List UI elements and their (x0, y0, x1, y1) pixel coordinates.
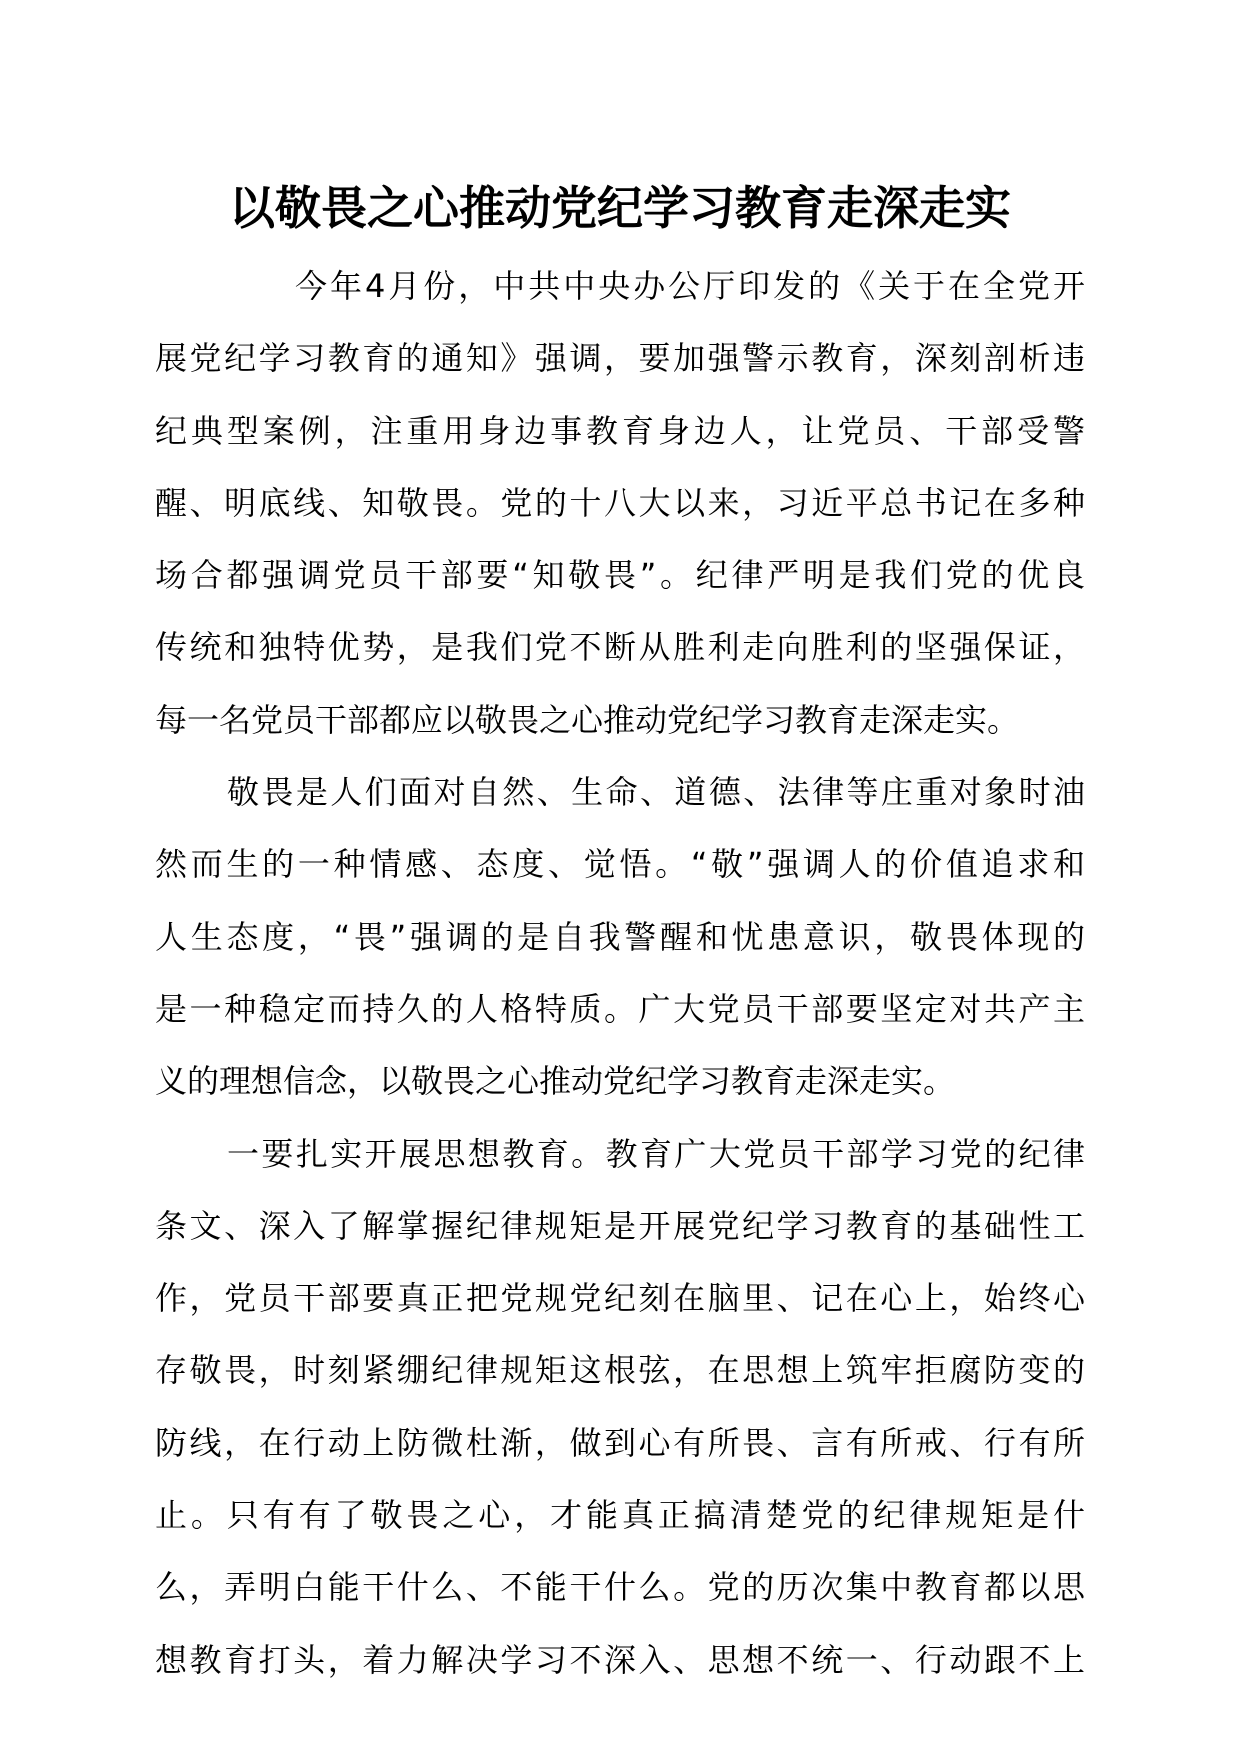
paragraph-line: 今年4月份，中共中央办公厅印发的《关于在全党开 (295, 267, 1085, 305)
paragraph-line: 防线，在行动上防微杜渐，做到心有所畏、言有所戒、行有所 (155, 1423, 1085, 1462)
paragraph-line: 敬畏是人们面对自然、生命、道德、法律等庄重对象时油 (227, 773, 1085, 812)
paragraph-line: 醒、明底线、知敬畏。党的十八大以来，习近平总书记在多种 (155, 483, 1085, 522)
paragraph-line: 么，弄明白能干什么、不能干什么。党的历次集中教育都以思 (155, 1568, 1085, 1607)
paragraph-line: 存敬畏，时刻紧绷纪律规矩这根弦，在思想上筑牢拒腐防变的 (155, 1351, 1085, 1390)
paragraph-line: 作，党员干部要真正把党规党纪刻在脑里、记在心上，始终心 (155, 1279, 1085, 1318)
paragraph-line: 然而生的一种情感、态度、觉悟。“敬”强调人的价值追求和 (155, 845, 1085, 884)
document-title: 以敬畏之心推动党纪学习教育走深走实 (229, 181, 1011, 235)
paragraph-line: 条文、深入了解掌握纪律规矩是开展党纪学习教育的基础性工 (155, 1206, 1085, 1245)
paragraph-line: 场合都强调党员干部要“知敬畏”。纪律严明是我们党的优良 (155, 556, 1085, 595)
paragraph-line: 想教育打头，着力解决学习不深入、思想不统一、行动跟不上 (155, 1640, 1085, 1679)
paragraph-line: 展党纪学习教育的通知》强调，要加强警示教育，深刻剖析违 (155, 339, 1085, 378)
paragraph-3 (155, 1118, 1085, 1696)
document-body (155, 250, 1085, 1696)
paragraph-line: 人生态度，“畏”强调的是自我警醒和忧患意识，敬畏体现的 (155, 917, 1085, 956)
paragraph-line: 传统和独特优势，是我们党不断从胜利走向胜利的坚强保证， (155, 628, 1085, 667)
paragraph-line: 每一名党员干部都应以敬畏之心推动党纪学习教育走深走实。 (155, 700, 1020, 739)
paragraph-1 (155, 250, 1085, 756)
paragraph-line: 是一种稳定而持久的人格特质。广大党员干部要坚定对共产主 (155, 989, 1085, 1028)
paragraph-line: 一要扎实开展思想教育。教育广大党员干部学习党的纪律 (227, 1134, 1085, 1173)
paragraph-line: 纪典型案例，注重用身边事教育身边人，让党员、干部受警 (155, 411, 1085, 450)
paragraph-line: 义的理想信念，以敬畏之心推动党纪学习教育走深走实。 (155, 1062, 956, 1101)
paragraph-2 (155, 756, 1085, 1117)
paragraph-line: 止。只有有了敬畏之心，才能真正搞清楚党的纪律规矩是什 (155, 1496, 1085, 1535)
